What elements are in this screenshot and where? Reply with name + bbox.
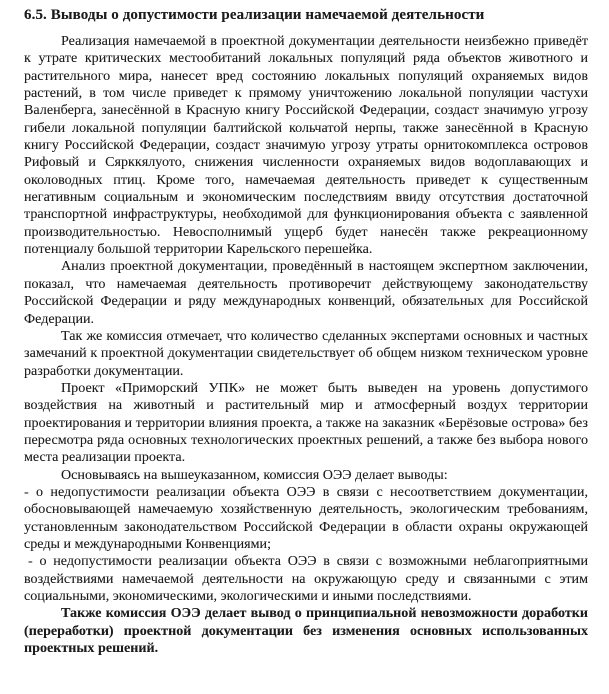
list-item-inadmissibility-impacts: - о недопустимости реализации объекта ОЭЭ в связи с возможными неблагоприятными воздействиями намечаемой деятельности на окружающую среду и связанными с этим социальными, экономическими, экологическими и иными последствиями. bbox=[24, 553, 588, 604]
list-item-inadmissibility-documentation: - о недопустимости реализации объекта ОЭЭ в связи с несоответствием документации, обосновывающей намечаемую хозяйственную деятельность, экологическим требованиям, установленным законодательством Российской Федерации в области охраны окружающей среды и международными Конвенциями; bbox=[24, 483, 588, 552]
paragraph-realization-consequences: Реализация намечаемой в проектной документации деятельности неизбежно приведёт к утрате критических местообитаний локальных популяций ряда объектов животного и растительного мира, нанесет вред состоянию локальных популяций охраняемых видов растений, в том числе приведет к прямому уничтожению локальной популяции частухи Валенберга, занесённой в Красную книгу Российской Федерации, создаст значимую угрозу гибели локальной популяции балтийской кольчатой нерпы, также занесённой в Красную книгу Российской Федерации, создаст значимую угрозу утраты орнитокомплекса островов Рифовый и Сярккялуото, снижения численности охраняемых видов водоплавающих и околоводных птиц. Кроме того, намечаемая деятельность приведет к существенным негативным социальным и экономическим последствиям ввиду отсутствия достаточной транспортной инфраструктуры, необходимой для функционирования объекта с заявленной производительностью. Невосполнимый ущерб будет нанесён также рекреационному потенциалу большой территории Карельского перешейка. bbox=[24, 33, 588, 258]
paragraph-commission-remarks: Так же комиссия отмечает, что количество сделанных экспертами основных и частных замечаний к проектной документации свидетельствует об общем низком техническом уровне разработки документации. bbox=[24, 327, 588, 379]
section-heading: 6.5. Выводы о допустимости реализации намечаемой деятельности bbox=[24, 7, 485, 23]
paragraph-project-primorsky-upk: Проект «Приморский УПК» не может быть выведен на уровень допустимого воздействия на животный и растительный мир и атмосферный воздух территории проектирования и территории влияния проекта, а также на заказник «Берёзовые острова» без пересмотра ряда основных технологических проектных решений, а также без выбора нового места реализации проекта. bbox=[24, 379, 588, 466]
paragraph-analysis-conclusion: Анализ проектной документации, проведённый в настоящем экспертном заключении, показал, что намечаемая деятельность противоречит действующему законодательству Российской Федерации и ряду международных конвенций, обязательных для Российской Федерации. bbox=[24, 258, 588, 327]
paragraph-conclusions-intro: Основываясь на вышеуказанном, комиссия ОЭЭ делает выводы: bbox=[61, 466, 448, 483]
paragraph-final-bold-conclusion: Также комиссия ОЭЭ делает вывод о принципиальной невозможности доработки (переработки) проектной документации без изменения основных использованных проектных решений. bbox=[24, 605, 588, 657]
